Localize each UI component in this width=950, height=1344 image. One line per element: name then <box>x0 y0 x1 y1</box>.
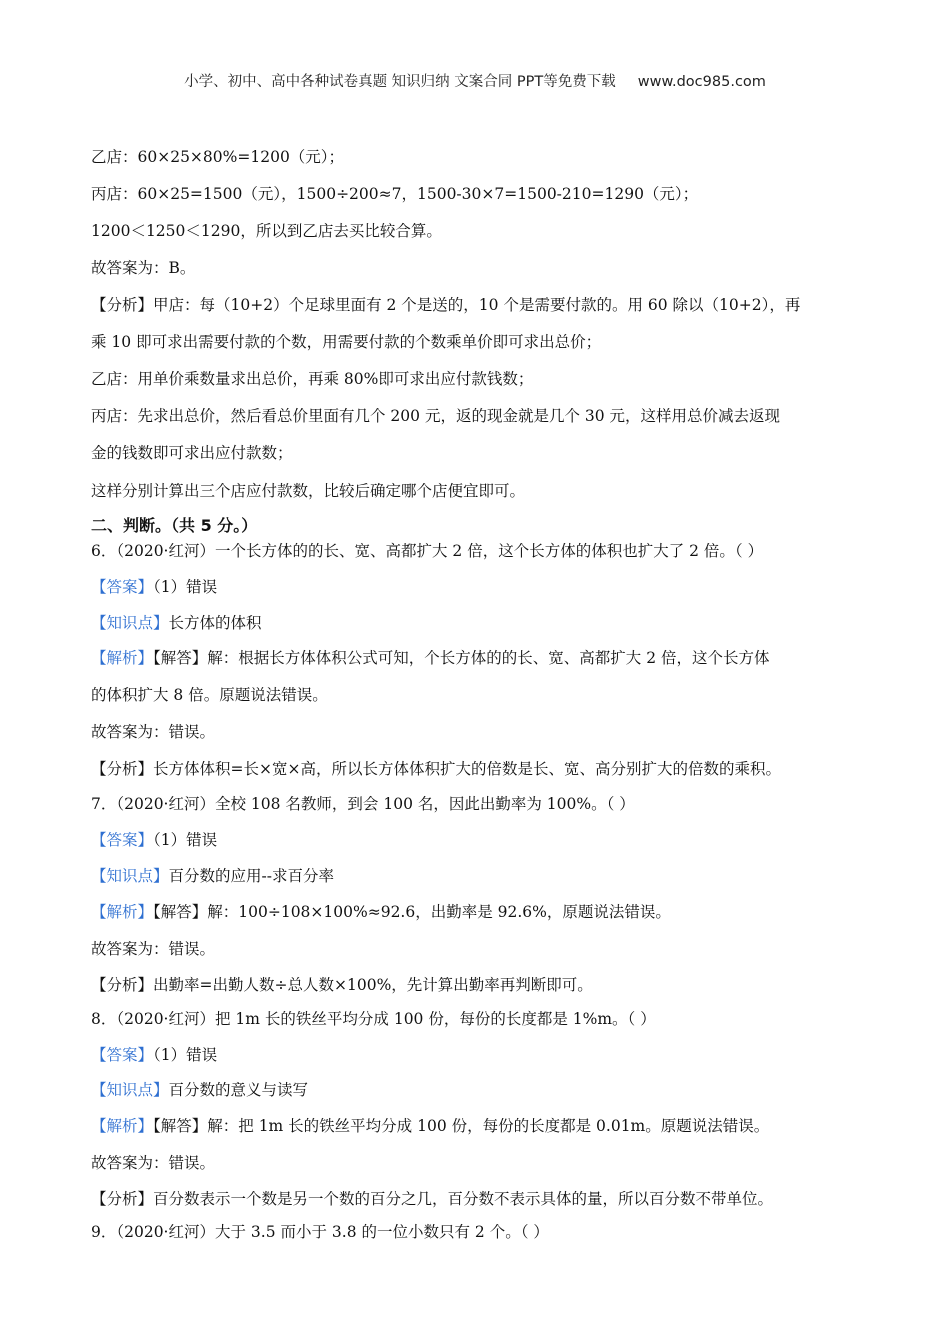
question-7-stem: 7．（2020·红河）全校 108 名教师，到会 100 名，因此出勤率为 100%。（ ） <box>91 795 635 813</box>
knowledge-text: 百分数的应用--求百分率 <box>168 867 334 885</box>
question-8-stem: 8．（2020·红河）把 1m 长的铁丝平均分成 100 份，每份的长度都是 1%m。（ ） <box>91 1010 656 1028</box>
solution-tag: 【解析】 <box>91 903 154 921</box>
knowledge-tag: 【知识点】 <box>91 614 169 632</box>
solution-text: 【解答】解：100÷108×100%≈92.6，出勤率是 92.6%，原题说法错误。 <box>153 903 671 921</box>
question-6-analysis <box>91 759 781 779</box>
question-9-stem: 9．（2020·红河）大于 3.5 而小于 3.8 的一位小数只有 2 个。（ ） <box>91 1223 549 1241</box>
knowledge-tag: 【知识点】 <box>91 867 169 885</box>
question-7-answer <box>91 830 217 850</box>
knowledge-text: 长方体的体积 <box>168 614 262 632</box>
question-8-knowledge <box>91 1080 308 1100</box>
knowledge-text: 百分数的意义与读写 <box>168 1081 309 1099</box>
prev-analysis-1 <box>91 295 800 315</box>
solution-text: 【解答】解：根据长方体体积公式可知，个长方体的的长、宽、高都扩大 2 倍，这个长方体 <box>153 649 770 667</box>
prev-line-3: 1200＜1250＜1290，所以到乙店去买比较合算。 <box>91 222 442 240</box>
header-text: 小学、初中、高中各种试卷真题 知识归纳 文案合同 PPT等免费下载 <box>184 74 616 90</box>
question-6-stem: 6．（2020·红河）一个长方体的的长、宽、高都扩大 2 倍，这个长方体的体积也扩大了 2 倍。（ ） <box>91 542 764 560</box>
analysis-tag: 【分析】 <box>91 760 154 778</box>
answer-text: （1）错误 <box>153 578 218 596</box>
prev-answer: 故答案为：B。 <box>91 259 196 277</box>
analysis-text: 长方体体积=长×宽×高，所以长方体体积扩大的倍数是长、宽、高分别扩大的倍数的乘积。 <box>153 760 781 778</box>
question-7-final: 故答案为：错误。 <box>91 940 216 958</box>
question-8-solution-1 <box>91 1116 769 1136</box>
question-8-analysis <box>91 1189 773 1209</box>
answer-text: （1）错误 <box>153 1046 218 1064</box>
question-8-final: 故答案为：错误。 <box>91 1154 216 1172</box>
question-6-solution-1 <box>91 648 769 668</box>
section-title: 二、判断。（共 5 分。） <box>91 516 258 535</box>
answer-text: （1）错误 <box>153 831 218 849</box>
knowledge-tag: 【知识点】 <box>91 1081 169 1099</box>
question-6-final: 故答案为：错误。 <box>91 723 216 741</box>
answer-tag: 【答案】 <box>91 578 154 596</box>
question-8-answer <box>91 1045 217 1065</box>
prev-analysis-2: 乘 10 即可求出需要付款的个数，用需要付款的个数乘单价即可求出总价； <box>91 333 602 351</box>
prev-line-1: 乙店：60×25×80%=1200（元）； <box>91 148 345 166</box>
prev-analysis-5: 金的钱数即可求出应付款数； <box>91 444 293 462</box>
analysis-text: 甲店：每（10+2）个足球里面有 2 个是送的，10 个是需要付款的。用 60 除以（10+2），再 <box>153 296 801 314</box>
analysis-tag: 【分析】 <box>91 1190 154 1208</box>
answer-tag: 【答案】 <box>91 1046 154 1064</box>
question-6-knowledge <box>91 613 262 633</box>
prev-analysis-3: 乙店：用单价乘数量求出总价，再乘 80%即可求出应付款钱数； <box>91 370 534 388</box>
analysis-tag: 【分析】 <box>91 976 154 994</box>
question-6-solution-2: 的体积扩大 8 倍。原题说法错误。 <box>91 686 328 704</box>
solution-text: 【解答】解：把 1m 长的铁丝平均分成 100 份，每份的长度都是 0.01m。原题说法错误。 <box>153 1117 770 1135</box>
analysis-text: 百分数表示一个数是另一个数的百分之几，百分数不表示具体的量，所以百分数不带单位。 <box>153 1190 774 1208</box>
question-7-solution-1 <box>91 902 671 922</box>
prev-analysis-4: 丙店：先求出总价，然后看总价里面有几个 200 元，返的现金就是几个 30 元，这样用总价减去返现 <box>91 407 781 425</box>
page-header <box>0 70 950 91</box>
analysis-label: 【分析】 <box>91 296 154 314</box>
header-site-link[interactable]: www.doc985.com <box>637 74 766 90</box>
question-7-knowledge <box>91 866 334 886</box>
solution-tag: 【解析】 <box>91 649 154 667</box>
question-6-answer <box>91 577 217 597</box>
prev-analysis-6: 这样分别计算出三个店应付款数，比较后确定哪个店便宜即可。 <box>91 482 526 500</box>
solution-tag: 【解析】 <box>91 1117 154 1135</box>
question-7-analysis <box>91 975 593 995</box>
prev-line-2: 丙店：60×25=1500（元），1500÷200≈7，1500-30×7=1500-210=1290（元）； <box>91 185 699 203</box>
answer-tag: 【答案】 <box>91 831 154 849</box>
analysis-text: 出勤率=出勤人数÷总人数×100%，先计算出勤率再判断即可。 <box>153 976 593 994</box>
